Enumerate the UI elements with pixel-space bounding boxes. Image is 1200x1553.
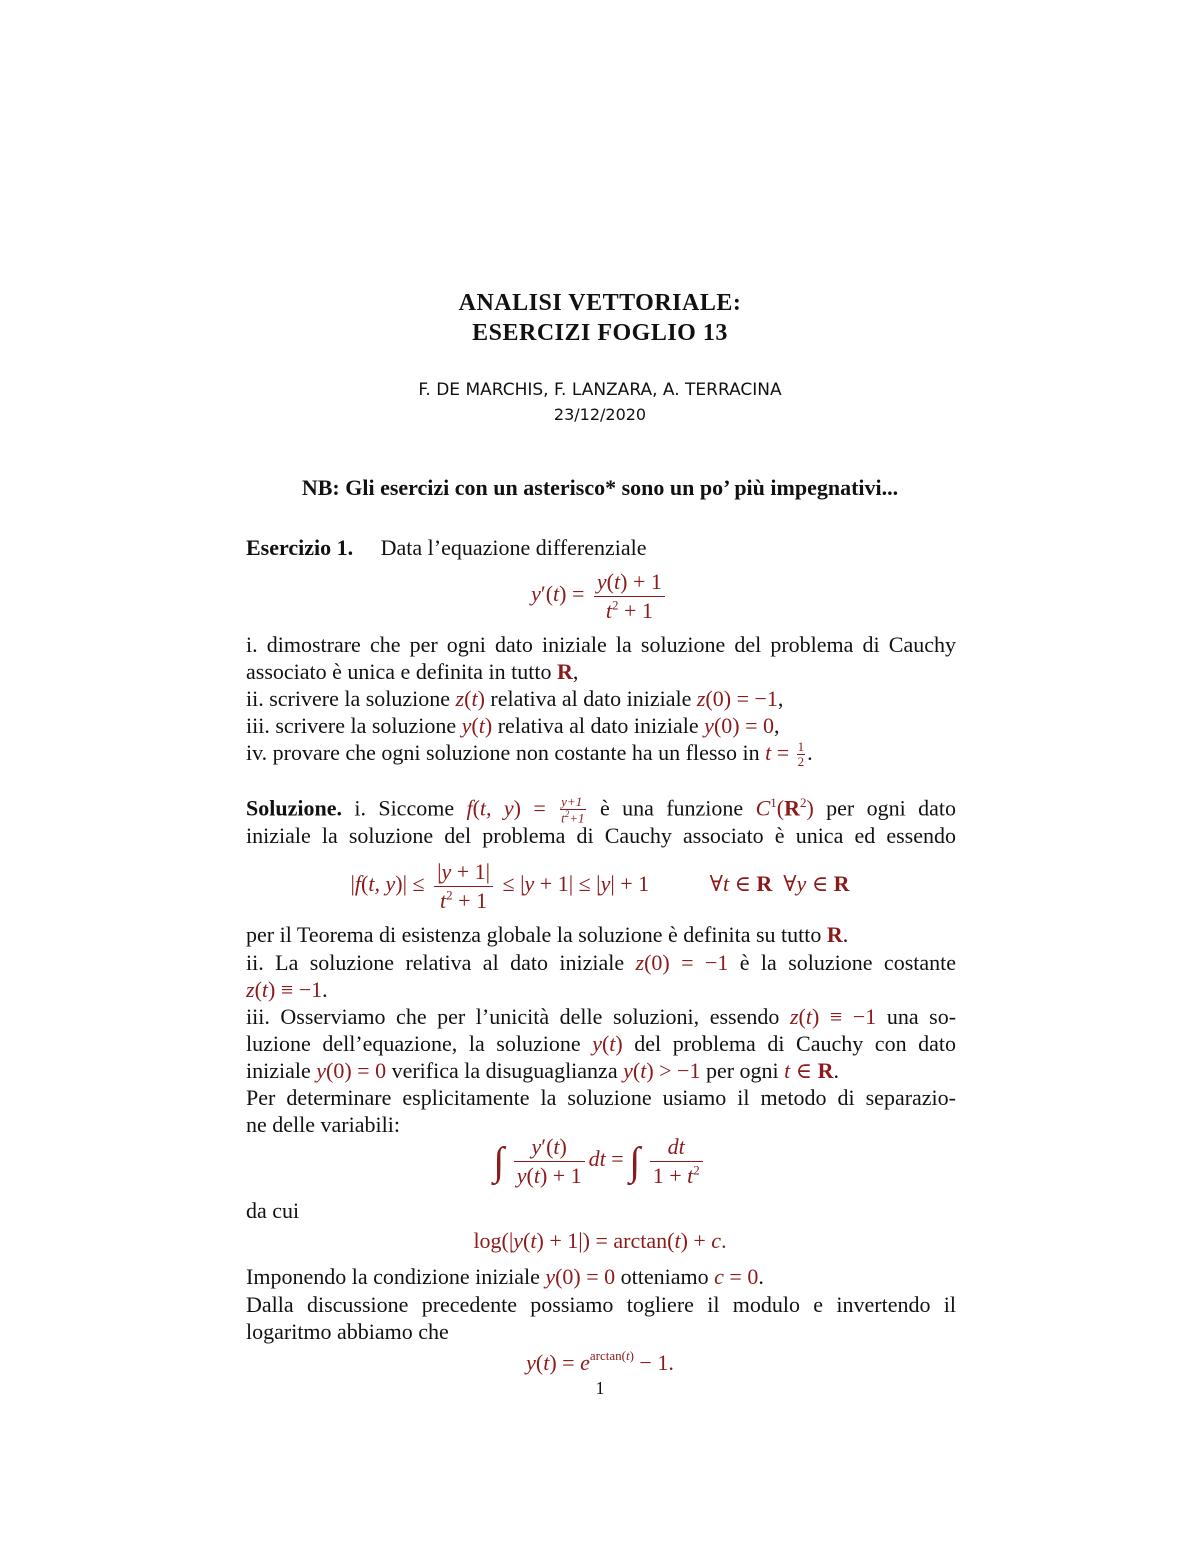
date: 23/12/2020 [553, 405, 647, 424]
title-line-1: ANALISI VETTORIALE: [458, 290, 742, 316]
exercise-intro: Data l’equazione differenziale [380, 535, 647, 560]
solution-line-7: luzione dell’equazione, la soluzione y(t) del problema di Cauchy con dato [246, 1031, 957, 1056]
item-iv: iv. provare che ogni soluzione non costante ha un flesso in t = $\frac{1}{2}$ . [246, 739, 813, 770]
page-number: 1 [595, 1378, 605, 1398]
exercise-label: Esercizio 1. [246, 535, 354, 560]
log-equation: log(|y(t) + 1|) = arctan(t) + c. [473, 1228, 727, 1253]
exercise-1-heading [246, 535, 956, 561]
item-ii: ii. scrivere la soluzione z(t) relativa al dato iniziale z(0) = −1, [246, 686, 784, 711]
solution-line-10: ne delle variabili: [246, 1112, 400, 1137]
solution-line-13: Dalla discussione precedente possiamo togliere il modulo e invertendo il [246, 1292, 956, 1317]
solution-line-1: Soluzione. i. Siccome f(t, y) = $\frac{y+1}{t^2+1}$ è una funzione $C^1(R^2)$ per ogni dato [246, 794, 956, 826]
item-i: i. dimostrare che per ogni dato iniziale la soluzione del problema di Cauchy [246, 632, 956, 657]
solution-line-9: Per determinare esplicitamente la soluzione usiamo il metodo di separazio- [246, 1085, 956, 1110]
solution-line-11: da cui [246, 1198, 300, 1223]
item-iii: iii. scrivere la soluzione y(t) relativa al dato iniziale y(0) = 0, [246, 713, 780, 738]
authors: F. DE MARCHIS, F. LANZARA, A. TERRACINA [418, 380, 782, 400]
solution-line-12: Imponendo la condizione iniziale y(0) = 0 otteniamo c = 0. [246, 1264, 764, 1289]
solution-line-6: iii. Osserviamo che per l’unicità delle soluzioni, essendo z(t) ≡ −1 una so- [246, 1004, 957, 1029]
title-line-2: ESERCIZI FOGLIO 13 [472, 320, 728, 346]
note: NB: Gli esercizi con un asterisco* sono un po’ più impegnativi... [301, 475, 899, 500]
item-i-cont: associato è unica e definita in tutto R, [246, 659, 579, 684]
differential-equation: y′(t) = $\frac{y(t) + 1}{t^2 + 1}$ [0, 568, 1200, 624]
inequality: |f(t, y)| ≤ $\frac{|y + 1|}{t^2 + 1}$ ≤ |y + 1| ≤ |y| + 1 ∀t ∈ R ∀y ∈ R [350, 859, 850, 913]
solution-line-8: iniziale y(0) = 0 verifica la disuguaglianza y(t) > −1 per ogni t ∈ R. [246, 1058, 839, 1083]
solution-line-2: iniziale la soluzione del problema di Cauchy associato è unica ed essendo [246, 823, 956, 848]
solution-line-5: z(t) ≡ −1. [246, 977, 328, 1002]
solution-line-3: per il Teorema di esistenza globale la soluzione è definita su tutto R. [246, 922, 849, 947]
solution-line-4: ii. La soluzione relativa al dato iniziale z(0) = −1 è la soluzione costante [246, 950, 957, 975]
separation-integral: ∫ $\frac{y'(t)}{y(t) + 1}$ dt = ∫ $\frac{dt}{1 + t^2}$ [0, 1133, 1200, 1189]
solution-line-14: logaritmo abbiamo che [246, 1319, 449, 1344]
final-solution: $y(t) = e^{arctan(t)} - 1$. [526, 1348, 674, 1375]
